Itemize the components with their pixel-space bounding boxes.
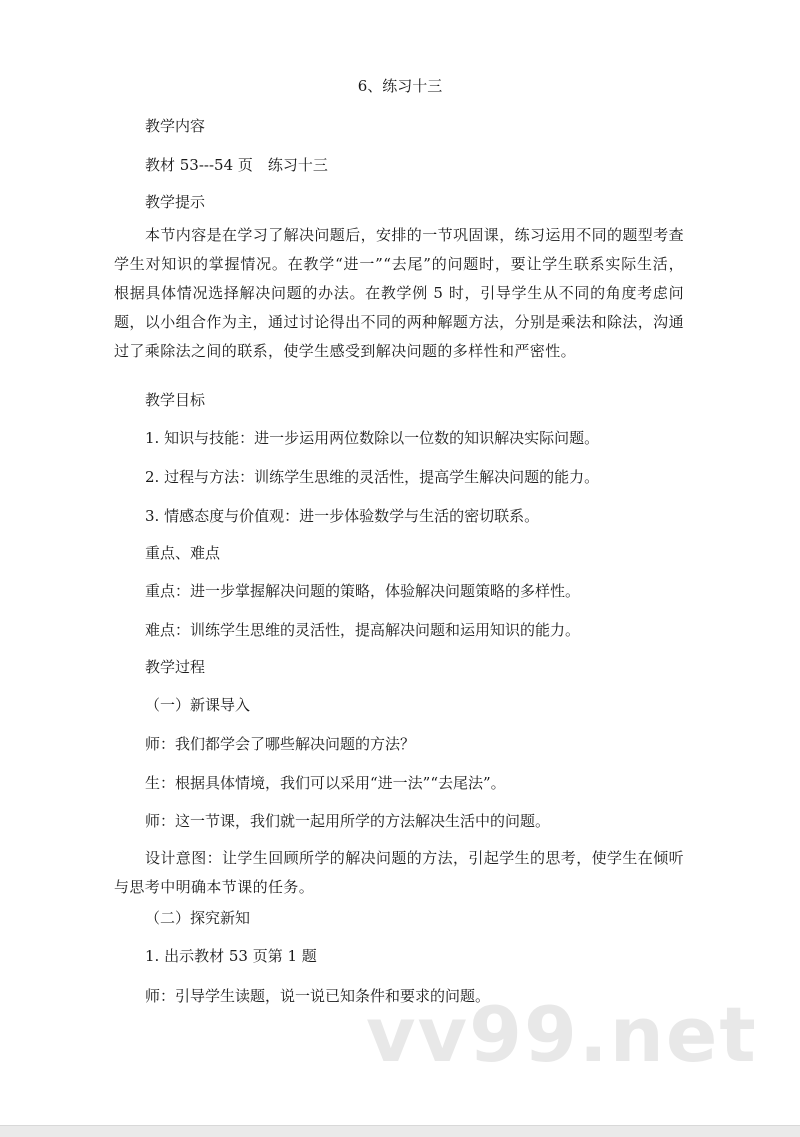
goal-process-method: 2. 过程与方法：训练学生思维的灵活性，提高学生解决问题的能力。 xyxy=(145,468,600,486)
student-answer: 生：根据具体情境，我们可以采用“进一法”“去尾法”。 xyxy=(145,774,506,792)
goal-knowledge-skills: 1. 知识与技能：进一步运用两位数除以一位数的知识解决实际问题。 xyxy=(145,429,600,447)
document-title: 6、练习十三 xyxy=(357,77,443,95)
key-point: 重点：进一步掌握解决问题的策略，体验解决问题策略的多样性。 xyxy=(145,582,581,600)
watermark: vv99.net xyxy=(366,990,758,1079)
teaching-tips-paragraph: 本节内容是在学习了解决问题后，安排的一节巩固课，练习运用不同的题型考查学生对知识的掌握情况。在教学“进一”“去尾”的问题时，要让学生联系实际生活，根据具体情况选择解决问题的办法。在教学例 5 时，引导学生从不同的角度考虑问题，以小组合作为主，通过讨论得出不同的两种解题方法，分别是乘法和除法，沟通过了乘除法之间的联系，使学生感受到解决问题的多样性和严密性。 xyxy=(114,226,685,360)
textbook-pages: 教材 53---54 页 练习十三 xyxy=(145,156,328,174)
heading-key-difficult-points: 重点、难点 xyxy=(145,544,221,562)
teacher-question: 师：我们都学会了哪些解决问题的方法？ xyxy=(145,735,416,753)
heading-teaching-tips: 教学提示 xyxy=(145,193,206,211)
section-new-lesson-intro: （一）新课导入 xyxy=(145,696,251,714)
teacher-statement: 师：这一节课，我们就一起用所学的方法解决生活中的问题。 xyxy=(145,812,551,830)
goal-attitude-values: 3. 情感态度与价值观：进一步体验数学与生活的密切联系。 xyxy=(145,507,540,525)
design-intent-paragraph: 设计意图：让学生回顾所学的解决问题的方法，引起学生的思考，使学生在倾听与思考中明确本节课的任务。 xyxy=(114,849,685,896)
show-textbook-exercise: 1. 出示教材 53 页第 1 题 xyxy=(145,947,317,965)
teacher-guide-reading: 师：引导学生读题，说一说已知条件和要求的问题。 xyxy=(145,987,491,1005)
heading-teaching-process: 教学过程 xyxy=(145,658,206,676)
heading-teaching-content: 教学内容 xyxy=(145,117,206,135)
difficult-point: 难点：训练学生思维的灵活性，提高解决问题和运用知识的能力。 xyxy=(145,621,581,639)
section-explore-new-knowledge: （二）探究新知 xyxy=(145,909,251,927)
page-bottom-strip xyxy=(0,1125,800,1137)
heading-teaching-goals: 教学目标 xyxy=(145,391,206,409)
